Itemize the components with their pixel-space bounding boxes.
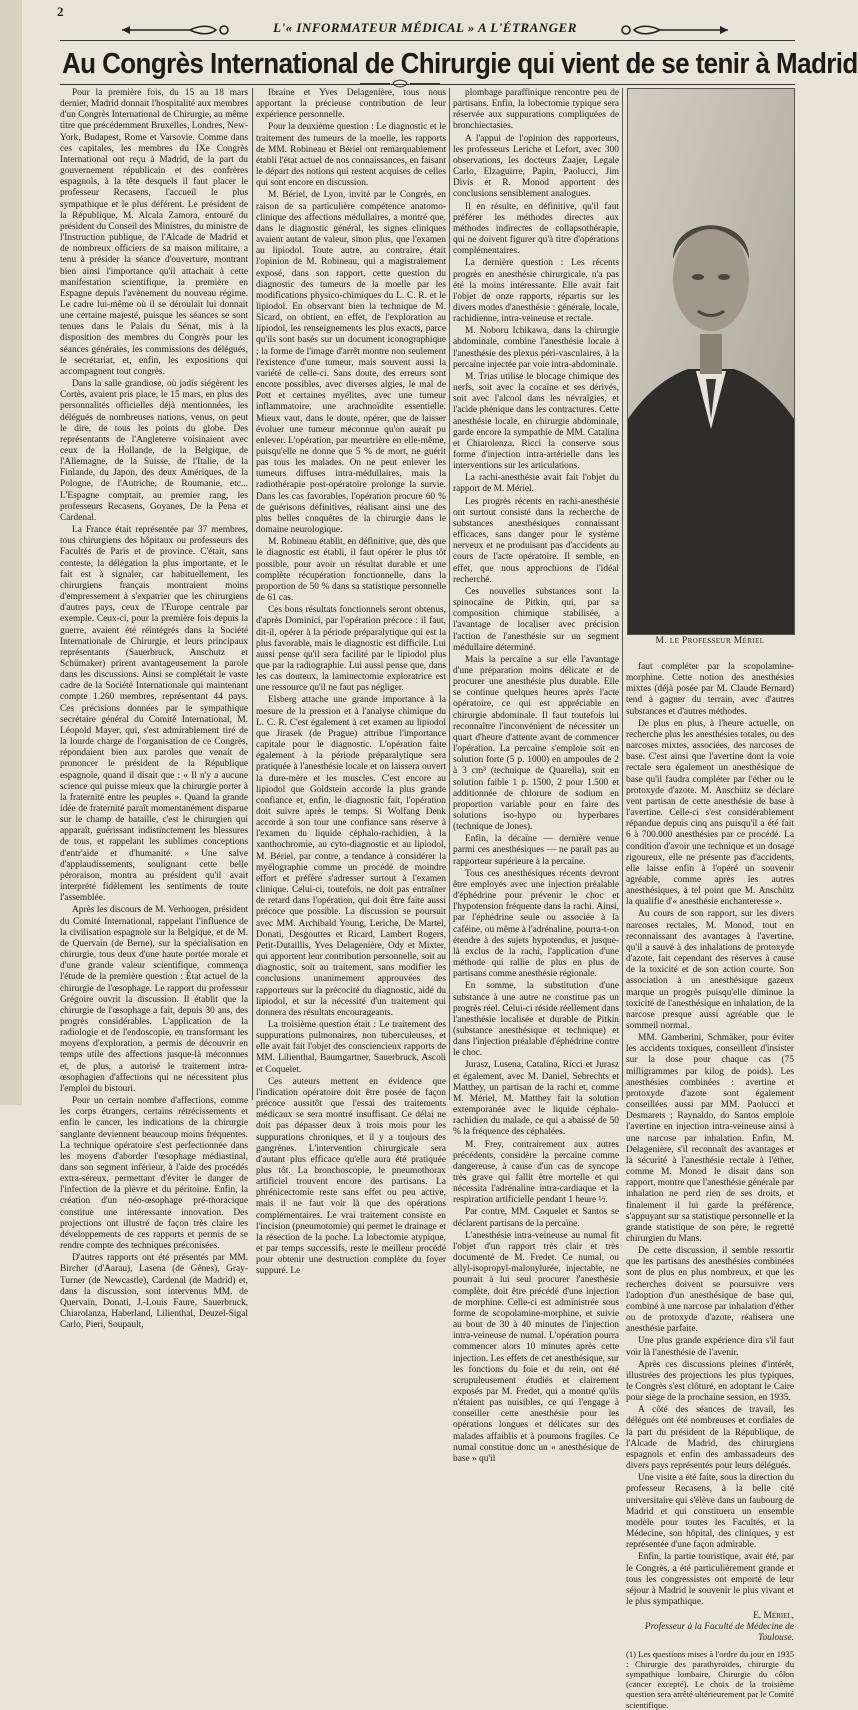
paragraph: MM. Gamberini, Schmäker, pour éviter les accidents toxiques, conseillent d'insister sur la dose pour chaque cas (75 milligrammes par kilog de poids). Les anesthésies combinées : avertine et protoxyde d'azote sont également conseillées aussi par MM. Paolucci et Desmarets ; Raynaldo, do Santos emploie l'avertine en injection intra-veineuse ainsi à une narcose par inhalation. Enfin, M. Delagenière, s'il reconnaît des avantages et la sécurité à l'anesthésie rectale à l'éther, comme M. Monod le disait dans son rapport, montre que l'anesthésie générale par inhalation ne perd rien de ses droits, et finalement il lui garde la préférence, s'appuyant sur sa statistique personnelle et la grande statistique de son père, le regretté chirurgien du Mans. — [626, 1033, 794, 1244]
paragraph: Pour un certain nombre d'affections, comme les corps étrangers, certains rétrécissements et enfin le cancer, les indications de la chirurgie sanglante deviennent beaucoup moins fréquentes. La technique opératoire s'est perfectionnée dans les moyens d'aborder l'œsophage médiastinal, dans son segment inférieur, à l'aide des procédés extra-séreux, permettant d'éviter le danger de l'infection de la plèvre et du péritoine. Enfin, la création d'un néo-œsophage pré-thoracique constitue une intéressante innovation. Des projections ont illustré de façon très claire les développements de ces rapports et permis de se rendre compte des techniques préconisées. — [60, 1096, 248, 1252]
paragraph: faut compléter par la scopolamine-morphine. Cette notion des anesthésies mixtes (déjà posée par M. Claude Bernard) tend à gagner du terrain, avec d'autres substances et d'autres méthodes. — [626, 662, 794, 717]
paragraph: La troisième question était : Le traitement des suppurations pulmonaires, non tuberculeuses, et elle avait fait l'objet des consciencieux rapports de MM. Lilienthal, Baumgartner, Sauerbruck, Ascoli et Coquelet. — [256, 1019, 446, 1075]
right-flourish-icon — [615, 24, 730, 36]
article-title: Au Congrès International de Chirurgie qui vient de se tenir à Madrid — [62, 46, 858, 80]
paragraph: D'autres rapports ont été présentés par MM. Bircher (d'Aarau), Lasena (de Gênes), Gray-Turner (de Newcastle), Cardenal (de Madrid) et, dans la discussion, sont intervenus MM. de Quervain, Donati, J.-Louis Faure, Sauerbruck, Chiarolanza, Haberland, Lilienthal, Deuzel-Sigal Carlo, Pieri, Soupault, — [60, 1253, 248, 1331]
paragraph: Ibraine et Yves Delagenière, tous nous apportant la précieuse contribution de leur expérience personnelle. — [256, 88, 446, 121]
paragraph: M. Robineau établit, en définitive, que, dès que le diagnostic est établi, il faut opérer le plus tôt possible, pour avoir un résultat durable et une complète récupération fonctionnelle, dans la proportion de 50 % dans sa statistique personnelle de 61 cas. — [256, 537, 446, 604]
paragraph: Enfin, la décaïne — dernière venue parmi ces anesthésiques — ne paraît pas au rapporteur supérieure à la percaïne. — [453, 834, 619, 867]
paragraph: plombage paraffinique rencontre peu de partisans. Enfin, la lobectomie typique sera réservée aux suppurations compliquées de bronchiectasies. — [453, 88, 619, 132]
paragraph: Pour la deuxième question : Le diagnostic et le traitement des tumeurs de la moelle, les rapports de MM. Robineau et Bériel ont remarquablement établi l'état actuel de nos connaissances, en faisant le départ des notions qui restent acquises de celles qui sont encore en discussion. — [256, 122, 446, 189]
paragraph: Jurasz, Lusena, Catalina, Ricci et Jurasz et également, avec M. Daniel, Sebrechts et Matthey, un partisan de la rachi et, comme M. Mériel, M. Matthey fait la solution extemporanée avec le liquide céphalo-rachidien du malade, ce qui a abaissé de 50 % la fréquence des céphalées. — [453, 1060, 619, 1138]
paragraph: La dernière question : Les récents progrès en anesthésie chirurgicale, n'a pas été la moins intéressante. Elle avait fait l'objet de onze rapports, répartis sur les divers modes d'anesthésie : générale, locale, rachidienne, intra-veineuse et rectale. — [453, 258, 619, 325]
paragraph: La France était représentée par 37 membres, tous chirurgiens des hôpitaux ou professeurs des Facultés de Paris et de province. C'était, sans conteste, la délégation la plus importante, et le fait est à signaler, car habituellement, les chirurgiens français montraient moins d'empressement à s'expatrier que les chirurgiens d'autres pays, ceux de l'Europe centrale par exemple. Ceux-ci, pour la première fois depuis la guerre, avaient été réintégrés dans la Société Internationale de Chirurgie, et leurs principaux représentants (Sauerbruck, Anschutz et Schümaker) prirent avantageusement la parole dans les discussions. Ainsi se complétait le vaste cadre de la Société Internationale qui maintenant compte 1.260 membres, représentant 44 pays. Ces précisions données par le sympathique secrétaire général du Comité International, M. Léopold Mayer, qui, s'est admirablement tiré de la lourde charge de l'organisation de ce Congrès, répondaient bien aux paroles que venait de prononcer le président de la République espagnole, quand il disait que : « Il n'y a aucune science qui puisse mieux que la chirurgie porter à la fraternité entre les peuples ». Quand la grande idée de fraternité paraît momentanément disparue sur le champ de bataille, c'est le chirurgien qui apparaît, guérissant indistinctement les blessures de tous, et rappelant les sublimes conceptions d'entr'aide et d'humanité. » Une salve d'applaudissements, soulignant cette belle péroraison, montra au président qu'il avait interprété fidèlement les sentiments de toute l'assemblée. — [60, 525, 248, 904]
paragraph: Mais la percaïne a sur elle l'avantage d'une préparation moins délicate et de procurer une anesthésie plus durable. Elle se continue quelques heures après l'acte opératoire, ce qui est appréciable en chirurgie abdominale. Il faut toutefois lui reconnaître l'inconvénient de nécessiter un quart d'heure d'attente avant de commencer l'opération. La percaïne s'emploie soit en solution forte (5 p. 1000) en ampoules de 2 à 3 cm³ (technique de Quarella), soit en solution faible 1 p. 1500, 2 pour 1.500 et additionnée de chlorure de sodium en proportion variable pour en faire des solutions iso-hypo ou hyperbares (technique de Jones). — [453, 654, 619, 833]
paragraph: Une visite a été faite, sous la direction du professeur Recasens, à la belle cité universitaire qui s'élève dans un faubourg de Madrid et qui constituera un ensemble modèle pour toutes les Facultés, et la Médecine, son hôpital, des cliniques, y est représentée d'une façon admirable. — [626, 1473, 794, 1551]
column-1 — [60, 88, 248, 1331]
paragraph: De plus en plus, à l'heure actuelle, on recherche plus les anesthésies totales, ou des narcoses mixtes, associées, des narcoses de base. C'est ainsi que l'avertine dont la voie rectale sera également un anesthésique de base qu'il faudra compléter par l'éther ou le protoxyde d'azote. M. Anschütz se déclare vent partisan de cette anesthésie de base à l'avertine. Celle-ci s'est considérablement répandue depuis cinq ans puisqu'il a été fait 6 à 700.000 anesthésies par ce procédé. La condition d'avoir une technique et un dosage rigoureux, elle ne présente pas d'accidents, elle laisse enfin à l'opéré un souvenir agréable, comme après les autres anesthésiques, à tel point que M. Anschütz la qualifie d'« anesthésie enchanteresse ». — [626, 718, 794, 908]
author-title: Professeur à la Faculté de Médecine de Toulouse. — [644, 1622, 794, 1644]
paragraph: M. Trias utilise le blocage chimique des nerfs, soit avec la cocaïne et ses dérivés, soit avec l'alcool dans les névralgies, et l'acide phénique dans les contractures. Cette anesthésie locale, en chirurgie abdominale, garde encore la sympathie de MM. Catalina et Chiarolenza. Ricci la conserve sous forme d'injection intra-artérielle dans les interventions sur les articulations. — [453, 371, 619, 472]
page-number: 2 — [57, 4, 64, 19]
paragraph: Dans la salle grandiose, où jadis siégèrent les Cortès, avaient pris place, le 15 mars, en plus des personnalités officielles déjà mentionnées, les délégués de nombreuses nations, venus, on peut le dire, de tous les points du globe. Des représentants de l'Angleterre voisinaient avec ceux de la Hollande, de la Belgique, de l'Allemagne, de la Suisse, de l'Italie, de la Finlande, du Japon, des deux Amériques, de la Pologne, de l'Autriche, de Roumanie, etc... L'Espagne comptait, au premier rang, les professeurs Recasens, Goyanes, De la Pena et Cardenal. — [60, 379, 248, 523]
running-head — [120, 20, 730, 40]
column-2 — [256, 88, 446, 1277]
paragraph: Les progrès récents en rachi-anesthésie ont surtout consisté dans la recherche de substances anesthésiques connaissant efficaces, sans danger pour le système nerveux et ne produisant pas d'accidents au cours de l'acte opératoire. Il semble, en effet, que nous approchions de l'idéal recherché. — [453, 496, 619, 585]
left-page-margin — [0, 0, 22, 1105]
paragraph: Après ces discussions pleines d'intérêt, illustrées des projections les plus typiques, le Congrès s'est clôturé, en adoptant le Caire pour siège de la prochaine session, en 1935. — [626, 1359, 794, 1404]
portrait-photo — [627, 88, 795, 635]
paragraph: A côté des séances de travail, les délégués ont été nombreuses et cordiales de la part du président de la République, de l'Alcade de Madrid, des chirurgiens espagnols et enfin des ambassadeurs des divers pays représentés pour leurs délégués. — [626, 1405, 794, 1472]
column-divider — [449, 88, 450, 1100]
column-4 — [626, 662, 794, 1710]
header-rule — [60, 40, 795, 41]
paragraph: M. Noboru Ichikawa, dans la chirurgie abdominale, combine l'anesthésie locale à l'anesthésie des plexus péri-vasculaires, à la percaïne injectée par voie intra-abdominale. — [453, 326, 619, 370]
paragraph: Ces bons résultats fonctionnels seront obtenus, d'après Dominici, par l'opération précoce : il faut, dit-il, opérer à la période préparalytique qui est la plus favorable, mais le diagnostic est difficile. Lui aussi pense qu'il sera facilité par le lipiodol plus que par la radiographie. Lui aussi pense que, dans les cas douteux, la laminectomie exploratrice est une ressource qu'il ne faut pas négliger. — [256, 605, 446, 694]
column-3 — [453, 88, 619, 1464]
paragraph: Ces auteurs mettent en évidence que l'indication opératoire doit être posée de façon précoce aussitôt que l'essai des traitements médicaux se sera montré insuffisant. Ce délai ne doit pas dépasser deux à trois mois pour les suppurations chroniques, et il y a toujours des gangrènes. L'intervention chirurgicale sera d'autant plus efficace qu'elle aura été pratiquée plus tôt. La bronchoscopie, le pneumothorax artificiel trouvent encore des partisans. La phrénicectomie reste sans effet ou peu active, mais il ne faut voir là que des opérations complémentaires. Le vrai traitement consiste en l'incision (pneumotomie) qui permet le drainage et la résection de la poche. La lobectomie atypique, et par temps successifs, reste le meilleur procédé pour obtenir une destruction complète du foyer suppuré. Le — [256, 1076, 446, 1277]
paragraph: En somme, la substitution d'une substance à une autre ne constitue pas un progrès réel. Celui-ci réside réellement dans l'anesthésie localisée et durable de Pitkin (substance anesthésique et technique) et dans l'injection préalable d'éphédrine contre le choc. — [453, 981, 619, 1059]
column-divider — [252, 88, 253, 1100]
paragraph: Enfin, la partie touristique, avait été, par le Congrès, a été particulièrement grande et tous les congressistes ont emporté de leur séjour à Madrid le souvenir le plus vivant et le plus sympathique. — [626, 1552, 794, 1607]
paragraph: Par contre, MM. Coquelet et Santos se déclarent partisans de la percaïne. — [453, 1207, 619, 1229]
author-signature: E. Mériel, — [753, 1611, 794, 1622]
paragraph: M. Bériel, de Lyon, invité par le Congrès, en raison de sa particulière compétence anatomo-clinique des affections médullaires, a montré que, dans le diagnostic général, les signes cliniques avaient autant de valeur, sinon plus, que l'examen au lipiodol. Toute autre, au contraire, était l'opinion de M. Robineau, qui a magistralement exposé, dans son rapport, cette question du diagnostic des tumeurs de la moelle par les modifications physico-chimiques du L. C. R. et le lipiodol. En observant bien la technique de M. Sicard, on obtient, en effet, de l'exploration au lipiodol, les renseignements les plus exacts, parce qu'ils sont basés sur un document iconographique ; la forme de l'image d'arrêt montre non seulement l'existence d'une tumeur, mais souvent aussi la variété de celle-ci. Sans doute, des erreurs sont encore possibles, avec diverses algies, le mal de Pott et certaines myélites, avec une tumeur inflammatoire, une arachnoïdite essentielle. Mieux vaut, dans le doute, opérer, que de laisser évoluer une tumeur méconnue qu'on aurait pu enlever. L'opération, par meurtrière en elle-même, puisqu'elle ne donne que 5 % de mort, ne guérit pas tous les malades. On ne peut enlever les tumeurs diffuses intra-médullaires, mais la radiothérapie post-opératoire prolonge la survie. Dans les cas favorables, l'opération procure 60 % de guérisons définitives, réalisant ainsi une des plus belles conquêtes de la chirurgie dans le domaine neurologique. — [256, 190, 446, 536]
paragraph: Une plus grande expérience dira s'il faut voir là l'anesthésie de l'avenir. — [626, 1336, 794, 1358]
footnote: (1) Les questions mises à l'ordre du jour en 1935 : Chirurgie des parathyroïdes, chirurgie du sympathique lombaire, Chirurgie du côlon (cancer excepté). Le choix de la troisième question sera arrêté ultérieurement par le Comité scientifique. — [626, 1648, 794, 1710]
paragraph: Au cours de son rapport, sur les divers narcoses rectales, M. Monod, tout en reconnaissant des avantages à l'avertine, qu'il a sauvé à des inhalations de protoxyde d'azote, fait cependant des réserves à cause de la toxicité et de son action courte. Son association à un anesthésique gazeux marque un progrès puisqu'elle diminue la toxicité de l'anesthésique en inhalation, de la narcose presque aussi agréable que le sommeil normal. — [626, 909, 794, 1031]
paragraph: Il en résulte, en définitive, qu'il faut préférer les méthodes directes aux méthodes indirectes de collapsothérapie, qui ne doivent figurer qu'à titre d'opérations complémentaires. — [453, 201, 619, 257]
paragraph: Ces nouvelles substances sont la spinocaïne de Pitkin, qui, par sa composition chimique stabilisée, a l'avantage de localiser avec précision l'action de l'anesthésie sur un segment médullaire déterminé. — [453, 586, 619, 653]
paragraph: Pour la première fois, du 15 au 18 mars dernier, Madrid donnait l'hospitalité aux membres d'un Congrès International de Chirurgie, au même titre que précédemment Bruxelles, Londres, New-York, Budapest, Rome et Varsovie. Comme dans ces capitales, les membres du IXe Congrès International ont reçu à Madrid, de la part du gouvernement républicain et des confrères espagnols, à la tête desquels il faut placer le professeur Recasens, l'accueil le plus sympathique et le plus déférent. Le président de la République, M. Alcala Zamora, entouré du président du Conseil des Ministres, du ministre de l'Instruction publique, de l'Alcade de Madrid et de nombreux officiers de sa maison militaire, a tenu à présider la séance d'ouverture, montrant bien ainsi l'importance qu'il attachait à cette manifestation scientifique, la première en Espagne depuis l'avènement du nouveau régime. Le cadre lui-même où il se déroulait lui donnait une certaine majesté, puisque les séances se sont tenues dans le Palais du Sénat, mis à la disposition des membres du Congrès pour les séances générales, les commissions des délégués, le secrétariat, et, enfin, les expositions qui accompagnent tout congrès. — [60, 88, 248, 377]
running-head-text: L'« INFORMATEUR MÉDICAL » A L'ÉTRANGER — [273, 20, 577, 35]
title-rule — [60, 84, 795, 85]
paragraph: Après les discours de M. Verhoogen, président du Comité International, rappelant l'influence de la civilisation espagnole sur la Belgique, et de M. de Quervain (de Berne), sur la spécialisation en chirurgie, tous deux d'une haute portée morale et d'une grande valeur scientifique, commença l'étude de la première question : État actuel de la chirurgie de l'œsophage. Le rapport du professeur Grégoire ouvrit la discussion. Il établit que la chirurgie de l'œsophage a fait, depuis 30 ans, des progrès considérables. L'application de la radiologie et de l'endoscopie, en transformant les moyens d'exploration, a permis de découvrir en temps utile des affections jusque-là méconnues et, de plus, a autorisé le traitement intra-œsophagien d'affections qui ne nécessitent plus l'emploi du bistouri. — [60, 905, 248, 1094]
photo-caption: M. le Professeur Mériel — [655, 636, 765, 646]
paragraph: La rachi-anesthésie avait fait l'objet du rapport de M. Mériel. — [453, 473, 619, 495]
paragraph: Tous ces anesthésiques récents devront être employés avec une injection préalable d'éphédrine pour prévenir le choc et l'hypotension fréquente dans la rachi. Ainsi, par l'éphédrine seule ou associée à la caféine, ou même à l'adrénaline, pourra-t-on étendre à des sujets hypotendus, et jusque-là exclus de la rachi, l'application d'une méthode qui rallie de plus en plus de partisans comme anesthésie régionale. — [453, 868, 619, 980]
paragraph: A l'appui de l'opinion des rapporteurs, les professeurs Leriche et Lefort, avec 300 observations, les docteurs Zaajer, Legale Carlo, Elzaguirre, Papin, Paolucci, Jim Divis et R. Monod apportent des conclusions sensiblement analogues. — [453, 133, 619, 200]
paragraph: Elsberg attache une grande importance à la mesure de la pression et à l'analyse chimique du L. C. R. C'est également à cet examen au lipiodol que Jirasek (de Prague) attribue l'importance capitale pour le diagnostic. L'opération faite également à la période préparalytique sera pratiquée à l'anesthésie locale et on laissera ouvert la dure-mère et les muscles. C'est encore au lipiodol que Goldstein accorde la plus grande confiance et, enfin, le diagnostic fait, l'opération doit suivre après le temps. Si Wolfang Denk accorde à son tour une confiance sans réserve à l'examen du liquide céphalo-rachidien, à la xanthochromie, au cyto-diagnostic et au lipiodol, M. Bériel, par contre, a tendance à considérer la myélographie comme un procédé de moindre effort et préfère s'adresser surtout à l'examen clinique. Celui-ci, toutefois, ne doit pas entraîner de retard dans l'opération, qui doit être faite aussi précoce que possible. La discussion se poursuit avec MM. Archibald Young, Leriche, De Martel, Donati, Desgouttes et Ricard, Lambert Rogers, Petit-Dutaillis, Yves Delagenière, Ody et Mixter, qui apportent leur contribution personnelle, soit au diagnostic, soit au traitement, sans modifier les conclusions unanimement approuvées des rapporteurs sur la précocité du diagnostic, aidé du lipiodol, et sur la nécessité d'un traitement qui donnera des résultats encourageants. — [256, 695, 446, 1018]
portrait-image — [628, 89, 794, 634]
column-divider — [622, 88, 623, 1100]
paragraph: M. Frey, contrairement aux autres précédents, considère la percaïne comme dangereuse, à cause d'un cas de syncope très grave qui fallit être mortelle et qui nécessita l'adrénaline intra-cardiaque et la respiration artificielle pendant 1 heure ½. — [453, 1139, 619, 1206]
paragraph: De cette discussion, il semble ressortir que les partisans des anesthésies combinées sont de plus en plus nombreux, et que les recherches doivent se poursuivre vers l'adoption d'un anesthésique de base qui, combiné à une narcose par inhalation d'éther ou de protoxyde d'azote, réalisera une anesthésie parfaite. — [626, 1246, 794, 1335]
paragraph: L'anesthésie intra-veineuse au numal fit l'objet d'un rapport très clair et très documenté de M. Fredet. Ce numal, ou allyl-isopropyl-malonylurée, injectable, ne pourrait à lui seul procurer l'anesthésie complète, doit être précédé d'une injection de morphine. Celle-ci est administrée sous forme de scopolamine-morphine, et suivie au bout de 30 à 40 minutes de l'injection intra-veineuse de numal. L'opération pourra commencer alors 10 minutes après cette injection. Les effets de cet anesthésique, sur les fonctions du foie et du rein, ont été scrupuleusement étudiés et clairement exposés par M. Fredet, qui a montré qu'ils n'étaient pas nuisibles, ce qui l'engage à conseiller cette anesthésie pour les opérations longues et délicates sur des malades affaiblis et à poumons fragiles. Ce numal constitue donc un « anesthésique de base » qu'il — [453, 1230, 619, 1464]
